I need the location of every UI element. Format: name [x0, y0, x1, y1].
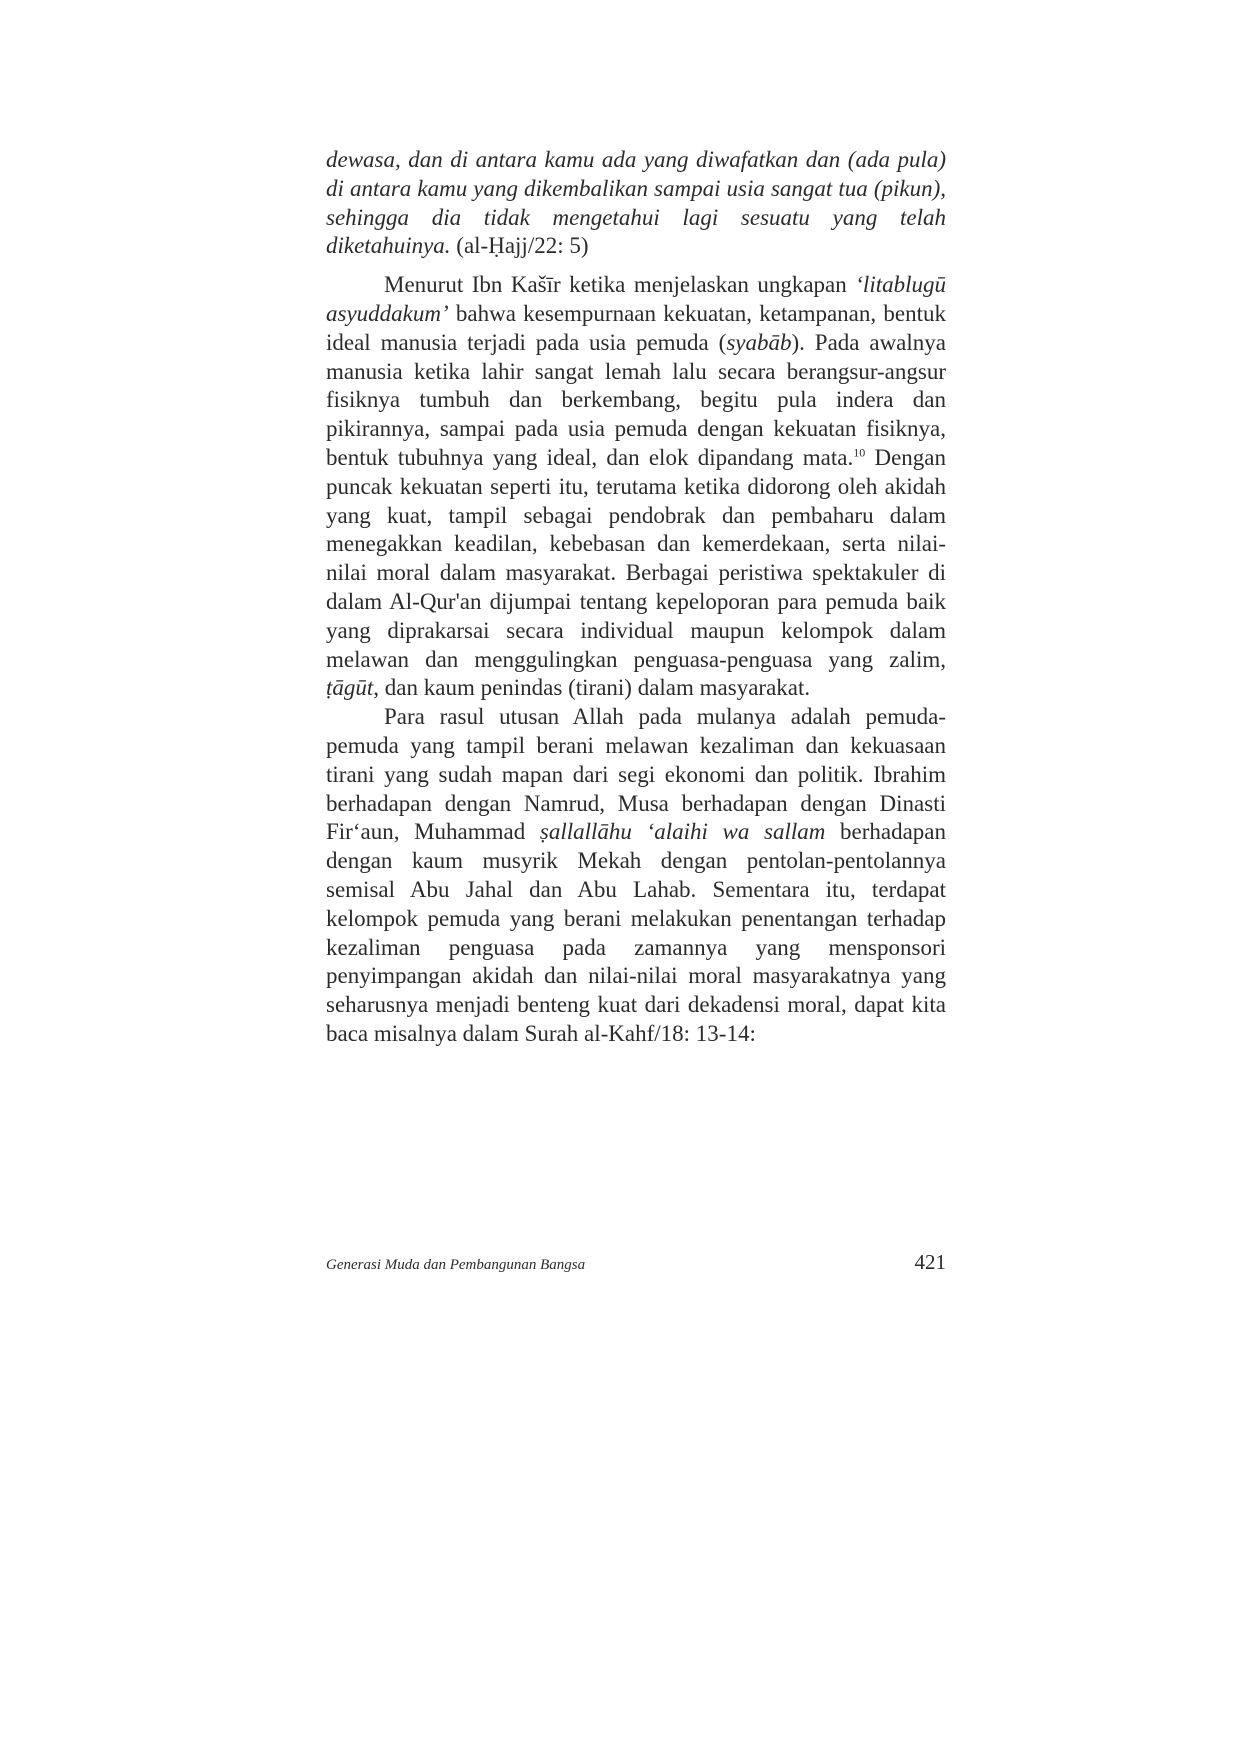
quran-translation-quote [326, 146, 946, 261]
paragraph-text: berhadapan dengan kaum musyrik Mekah dengan pentolan-pentolannya semisal Abu Jahal dan Abu Lahab. Sementara itu, terdapat kelompok pemuda yang berani melakukan penentangan terhadap kezaliman penguasa pada zamannya yang mensponsori penyimpangan akidah dan nilai-nilai moral masyarakatnya yang seharusnya menjadi benteng kuat dari dekadensi moral, dapat kita baca misalnya dalam Surah al-Kahf/18: 13-14: [326, 819, 946, 1046]
paragraph-text: Dengan puncak kekuatan seperti itu, terutama ketika didorong oleh akidah yang kuat, tampil sebagai pendobrak dan pembaharu dalam menegakkan keadilan, kebebasan dan kemerdekaan, serta nilai-nilai moral dalam masyarakat. Berbagai peristiwa spektakuler di dalam Al-Qur'an dijumpai tentang kepeloporan para pemuda baik yang diprakarsai secara individual maupun kelompok dalam melawan dan menggulingkan penguasa-penguasa yang zalim, [326, 444, 947, 672]
page-number: 421 [914, 1250, 946, 1274]
quote-citation: (al-Ḥajj/22: 5) [450, 233, 589, 259]
paragraph-text: Para rasul utusan Allah pada mulanya adalah pemuda-pemuda yang tampil berani melawan kezaliman dan kekuasaan tirani yang sudah mapan dari segi ekonomi dan politik. Ibrahim berhadapan dengan Namrud, Musa berhadapan dengan Dinasti Fir‘aun, Muhammad [326, 704, 946, 845]
paragraph-text: bahwa kesempurnaan kekuatan, ketampanan, bentuk ideal manusia terjadi pada usia pemuda ( [326, 300, 946, 355]
arabic-term: ‘litablugū asyuddakum’ [326, 272, 946, 326]
paragraph-text: Menurut Ibn Kašīr ketika menjelaskan ungkapan [384, 272, 856, 298]
arabic-term: ṣallallāhu ‘alaihi wa sallam [539, 819, 826, 845]
paragraph-ibn-kasir [326, 271, 946, 703]
paragraph-text: ). Pada awalnya manusia ketika lahir sangat lemah lalu secara berangsur-angsur fisiknya tumbuh dan berkembang, begitu pula indera dan pikirannya, sampai pada usia pemuda dengan kekuatan fisiknya, bentuk tubuhnya yang ideal, dan elok dipandang mata. [326, 329, 946, 470]
arabic-term: ṭāgūt [326, 675, 374, 701]
running-title: Generasi Muda dan Pembangunan Bangsa [326, 1257, 586, 1273]
page-body [326, 146, 946, 1049]
footnote-marker: 10 [853, 445, 866, 460]
paragraph-para-rasul [326, 703, 946, 1049]
arabic-term: syabāb [726, 329, 792, 355]
quote-text: dewasa, dan di antara kamu ada yang diwafatkan dan (ada pula) di antara kamu yang dikembalikan sampai usia sangat tua (pikun), sehingga dia tidak mengetahui lagi sesuatu yang telah diketahuinya. [326, 147, 946, 259]
paragraph-text: , dan kaum penindas (tirani) dalam masyarakat. [373, 675, 811, 701]
page-footer [326, 1250, 946, 1275]
